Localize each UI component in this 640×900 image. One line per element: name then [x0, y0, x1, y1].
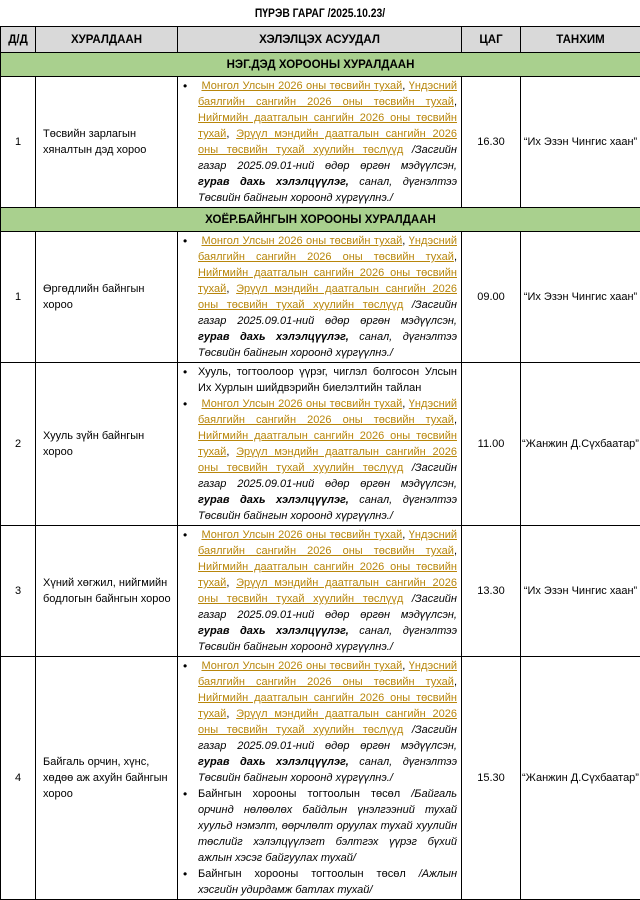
table-row — [1, 526, 640, 657]
col-header-topic: ХЭЛЭЛЦЭХ АСУУДАЛ — [178, 27, 462, 53]
meeting-time: 15.30 — [462, 657, 521, 900]
law-link[interactable]: Эрүүл мэндийн даатгалын сангийн 2026 оны төсвийн тухай хуулийн төслүүд — [198, 577, 457, 605]
meeting-room: “Жанжин Д.Сүхбаатар” — [521, 657, 640, 900]
row-number: 1 — [1, 232, 36, 363]
section-header-row — [1, 53, 640, 77]
law-link[interactable]: Эрүүл мэндийн даатгалын сангийн 2026 оны төсвийн тухай хуулийн төслүүд — [198, 708, 457, 736]
law-link[interactable]: Нийгмийн даатгалын сангийн 2026 оны төсвийн тухай — [198, 561, 457, 589]
meeting-room: “Их Эзэн Чингис хаан” — [521, 526, 640, 657]
agenda-item-budget: • Монгол Улсын 2026 оны төсвийн тухай, Үндэсний баялгийн сангийн 2026 оны төсвийн тухай, Нийгмийн даатгалын сангийн 2026 оны төсвийн тухай, Эрүүл мэндийн даатгалын сангийн 2026 оны төсвийн тухай хуулийн төслүүд /Засгийн газар 2025.09.01-ний өдөр өргөн мэдүүлсэн, гурав дахь хэлэлцүүлэг, санал, дүгнэлтээ Төсвийн байнгын хороонд хүргүүлнэ./ — [181, 233, 457, 361]
law-link[interactable]: Үндэсний баялгийн сангийн 2026 оны төсвийн тухай — [198, 398, 457, 426]
law-link[interactable]: Нийгмийн даатгалын сангийн 2026 оны төсвийн тухай — [198, 692, 457, 720]
agenda-item-budget: • Монгол Улсын 2026 оны төсвийн тухай, Үндэсний баялгийн сангийн 2026 оны төсвийн тухай, Нийгмийн даатгалын сангийн 2026 оны төсвийн тухай, Эрүүл мэндийн даатгалын сангийн 2026 оны төсвийн тухай хуулийн төслүүд /Засгийн газар 2025.09.01-ний өдөр өргөн мэдүүлсэн, гурав дахь хэлэлцүүлэг, санал, дүгнэлтээ Төсвийн байнгын хороонд хүргүүлнэ./ — [181, 658, 457, 786]
law-link[interactable]: Үндэсний баялгийн сангийн 2026 оны төсвийн тухай — [198, 529, 457, 557]
law-link[interactable]: Монгол Улсын 2026 оны төсвийн тухай — [201, 80, 402, 92]
col-header-num: Д/Д — [1, 27, 36, 53]
table-row — [1, 657, 640, 900]
law-link[interactable]: Үндэсний баялгийн сангийн 2026 оны төсвийн тухай — [198, 660, 457, 688]
row-number: 2 — [1, 363, 36, 526]
schedule-table — [0, 26, 640, 900]
table-row — [1, 363, 640, 526]
agenda-list — [181, 527, 457, 655]
meeting-time: 11.00 — [462, 363, 521, 526]
agenda-cell — [178, 232, 462, 363]
law-link[interactable]: Монгол Улсын 2026 оны төсвийн тухай — [201, 660, 402, 672]
agenda-note: /Засгийн газар 2025.09.01-ний өдөр өргөн мэдүүлсэн, гурав дахь хэлэлцүүлэг, санал, дүгнэлтээ Төсвийн байнгын хороонд хүргүүлнэ./ — [198, 724, 457, 784]
agenda-note: /Засгийн газар 2025.09.01-ний өдөр өргөн мэдүүлсэн, гурав дахь хэлэлцүүлэг, санал, дүгнэлтээ Төсвийн байнгын хороонд хүргүүлнэ./ — [198, 593, 457, 653]
agenda-note: /Засгийн газар 2025.09.01-ний өдөр өргөн мэдүүлсэн, гурав дахь хэлэлцүүлэг, санал, дүгнэлтээ Төсвийн байнгын хороонд хүргүүлнэ./ — [198, 299, 457, 359]
row-number: 1 — [1, 77, 36, 208]
agenda-cell — [178, 657, 462, 900]
schedule-body — [1, 53, 640, 900]
agenda-item-budget: • Монгол Улсын 2026 оны төсвийн тухай, Үндэсний баялгийн сангийн 2026 оны төсвийн тухай, Нийгмийн даатгалын сангийн 2026 оны төсвийн тухай, Эрүүл мэндийн даатгалын сангийн 2026 оны төсвийн тухай хуулийн төслүүд /Засгийн газар 2025.09.01-ний өдөр өргөн мэдүүлсэн, гурав дахь хэлэлцүүлэг, санал, дүгнэлтээ Төсвийн байнгын хороонд хүргүүлнэ./ — [181, 78, 457, 206]
section-header-row — [1, 208, 640, 232]
agenda-cell — [178, 77, 462, 208]
law-link[interactable]: Эрүүл мэндийн даатгалын сангийн 2026 оны төсвийн тухай хуулийн төслүүд — [198, 283, 457, 311]
law-link[interactable]: Нийгмийн даатгалын сангийн 2026 оны төсвийн тухай — [198, 430, 457, 458]
law-link[interactable]: Эрүүл мэндийн даатгалын сангийн 2026 оны төсвийн тухай хуулийн төслүүд — [198, 446, 457, 474]
meeting-time: 16.30 — [462, 77, 521, 208]
agenda-note: /Засгийн газар 2025.09.01-ний өдөр өргөн мэдүүлсэн, гурав дахь хэлэлцүүлэг, санал, дүгнэлтээ Төсвийн байнгын хороонд хүргүүлнэ./ — [198, 144, 457, 204]
agenda-list — [181, 233, 457, 361]
meeting-name: Өргөдлийн байнгын хороо — [36, 232, 178, 363]
meeting-room: “Жанжин Д.Сүхбаатар” — [521, 363, 640, 526]
agenda-item: • Байнгын хорооны тогтоолын төсөл /Байгаль орчинд нөлөөлөх байдлын үнэлгээний тухай хуульд нэмэлт, өөрчлөлт оруулах тухай хуулийн төслийг хэлэлцүүлэгт бэлтгэх үүрэг бүхий ажлын хэсэг байгуулах тухай/ — [181, 786, 457, 866]
col-header-room: ТАНХИМ — [521, 27, 640, 53]
law-link[interactable]: Үндэсний баялгийн сангийн 2026 оны төсвийн тухай — [198, 80, 457, 108]
header-row — [1, 27, 640, 53]
meeting-time: 09.00 — [462, 232, 521, 363]
meeting-room: “Их Эзэн Чингис хаан” — [521, 232, 640, 363]
agenda-item: • Хууль, тогтоолоор үүрэг, чиглэл болгосон Улсын Их Хурлын шийдвэрийн биелэлтийн тайлан — [181, 364, 457, 396]
row-number: 3 — [1, 526, 36, 657]
row-number: 4 — [1, 657, 36, 900]
col-header-meeting: ХУРАЛДААН — [36, 27, 178, 53]
law-link[interactable]: Нийгмийн даатгалын сангийн 2026 оны төсвийн тухай — [198, 267, 457, 295]
law-link[interactable]: Монгол Улсын 2026 оны төсвийн тухай — [201, 398, 402, 410]
meeting-name: Төсвийн зарлагын хяналтын дэд хороо — [36, 77, 178, 208]
meeting-time: 13.30 — [462, 526, 521, 657]
agenda-cell — [178, 526, 462, 657]
agenda-list — [181, 78, 457, 206]
col-header-time: ЦАГ — [462, 27, 521, 53]
table-row — [1, 77, 640, 208]
agenda-note: /Засгийн газар 2025.09.01-ний өдөр өргөн мэдүүлсэн, гурав дахь хэлэлцүүлэг, санал, дүгнэлтээ Төсвийн байнгын хороонд хүргүүлнэ./ — [198, 462, 457, 522]
section-title: НЭГ.ДЭД ХОРООНЫ ХУРАЛДААН — [1, 53, 640, 77]
law-link[interactable]: Нийгмийн даатгалын сангийн 2026 оны төсвийн тухай — [198, 112, 457, 140]
meeting-room: “Их Эзэн Чингис хаан” — [521, 77, 640, 208]
law-link[interactable]: Монгол Улсын 2026 оны төсвийн тухай — [201, 235, 402, 247]
law-link[interactable]: Эрүүл мэндийн даатгалын сангийн 2026 оны төсвийн тухай хуулийн төслүүд — [198, 128, 457, 156]
table-row — [1, 232, 640, 363]
agenda-item-budget: • Монгол Улсын 2026 оны төсвийн тухай, Үндэсний баялгийн сангийн 2026 оны төсвийн тухай, Нийгмийн даатгалын сангийн 2026 оны төсвийн тухай, Эрүүл мэндийн даатгалын сангийн 2026 оны төсвийн тухай хуулийн төслүүд /Засгийн газар 2025.09.01-ний өдөр өргөн мэдүүлсэн, гурав дахь хэлэлцүүлэг, санал, дүгнэлтээ Төсвийн байнгын хороонд хүргүүлнэ./ — [181, 527, 457, 655]
meeting-name: Хууль зүйн байнгын хороо — [36, 363, 178, 526]
law-link[interactable]: Үндэсний баялгийн сангийн 2026 оны төсвийн тухай — [198, 235, 457, 263]
agenda-cell — [178, 363, 462, 526]
page-title: ПҮРЭВ ГАРАГ /2025.10.23/ — [32, 0, 608, 26]
agenda-item-budget: • Монгол Улсын 2026 оны төсвийн тухай, Үндэсний баялгийн сангийн 2026 оны төсвийн тухай, Нийгмийн даатгалын сангийн 2026 оны төсвийн тухай, Эрүүл мэндийн даатгалын сангийн 2026 оны төсвийн тухай хуулийн төслүүд /Засгийн газар 2025.09.01-ний өдөр өргөн мэдүүлсэн, гурав дахь хэлэлцүүлэг, санал, дүгнэлтээ Төсвийн байнгын хороонд хүргүүлнэ./ — [181, 396, 457, 524]
meeting-name: Байгаль орчин, хүнс, хөдөө аж ахуйн байнгын хороо — [36, 657, 178, 900]
agenda-item: • Байнгын хорооны тогтоолын төсөл /Ажлын хэсгийн удирдамж батлах тухай/ — [181, 866, 457, 898]
law-link[interactable]: Монгол Улсын 2026 оны төсвийн тухай — [201, 529, 402, 541]
agenda-list — [181, 364, 457, 524]
meeting-name: Хүний хөгжил, нийгмийн бодлогын байнгын хороо — [36, 526, 178, 657]
section-title: ХОЁР.БАЙНГЫН ХОРООНЫ ХУРАЛДААН — [1, 208, 640, 232]
agenda-list — [181, 658, 457, 898]
